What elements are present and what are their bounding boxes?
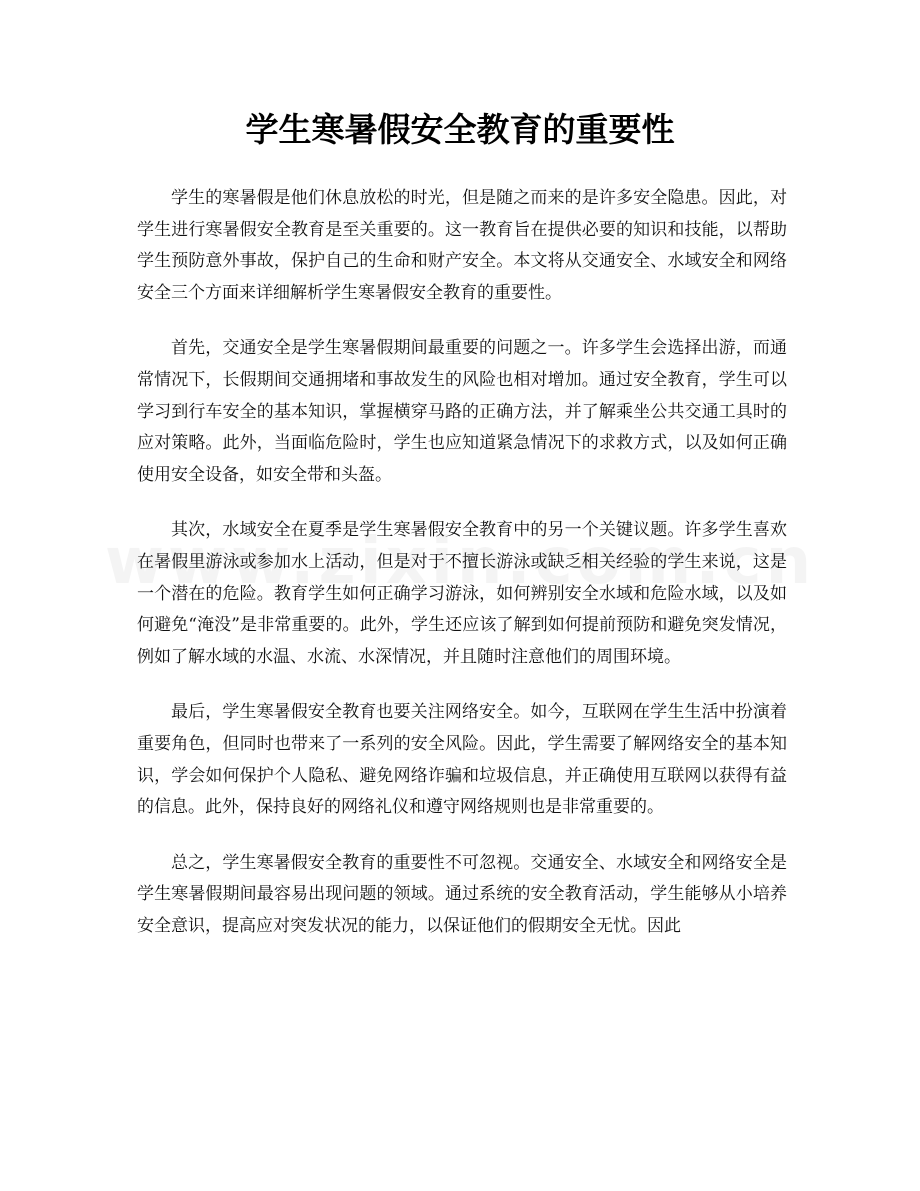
- document-title: 学生寒暑假安全教育的重要性: [245, 110, 675, 149]
- paragraph-intro: 学生的寒暑假是他们休息放松的时光，但是随之而来的是许多安全隐患。因此，对学生进行寒暑假安全教育是至关重要的。这一教育旨在提供必要的知识和技能，以帮助学生预防意外事故，保护自己的生命和财产安全。本文将从交通安全、水域安全和网络安全三个方面来详细解析学生寒暑假安全教育的重要性。: [137, 188, 787, 303]
- paragraph-conclusion: 总之，学生寒暑假安全教育的重要性不可忽视。交通安全、水域安全和网络安全是学生寒暑假期间最容易出现问题的领域。通过系统的安全教育活动，学生能够从小培养安全意识，提高应对突发状况的能力，以保证他们的假期安全无忧。因此: [137, 852, 787, 936]
- paragraph-traffic-safety: 首先，交通安全是学生寒暑假期间最重要的问题之一。许多学生会选择出游，而通常情况下，长假期间交通拥堵和事故发生的风险也相对增加。通过安全教育，学生可以学习到行车安全的基本知识，掌握横穿马路的正确方法，并了解乘坐公共交通工具时的应对策略。此外，当面临危险时，学生也应知道紧急情况下的求救方式，以及如何正确使用安全设备，如安全带和头盔。: [137, 338, 787, 485]
- paragraph-network-safety: 最后，学生寒暑假安全教育也要关注网络安全。如今，互联网在学生生活中扮演着重要角色，但同时也带来了一系列的安全风险。因此，学生需要了解网络安全的基本知识，学会如何保护个人隐私、避免网络诈骗和垃圾信息，并正确使用互联网以获得有益的信息。此外，保持良好的网络礼仪和遵守网络规则也是非常重要的。: [137, 702, 787, 818]
- paragraph-water-safety: 其次，水域安全在夏季是学生寒暑假安全教育中的另一个关键议题。许多学生喜欢在暑假里游泳或参加水上活动，但是对于不擅长游泳或缺乏相关经验的学生来说，这是一个潜在的危险。教育学生如何正确学习游泳，如何辨别安全水域和危险水域，以及如何避免“淹没”是非常重要的。此外，学生还应该了解到如何提前预防和避免突发情况，例如了解水域的水温、水流、水深情况，并且随时注意他们的周围环境。: [137, 520, 787, 667]
- document-body: [137, 183, 787, 966]
